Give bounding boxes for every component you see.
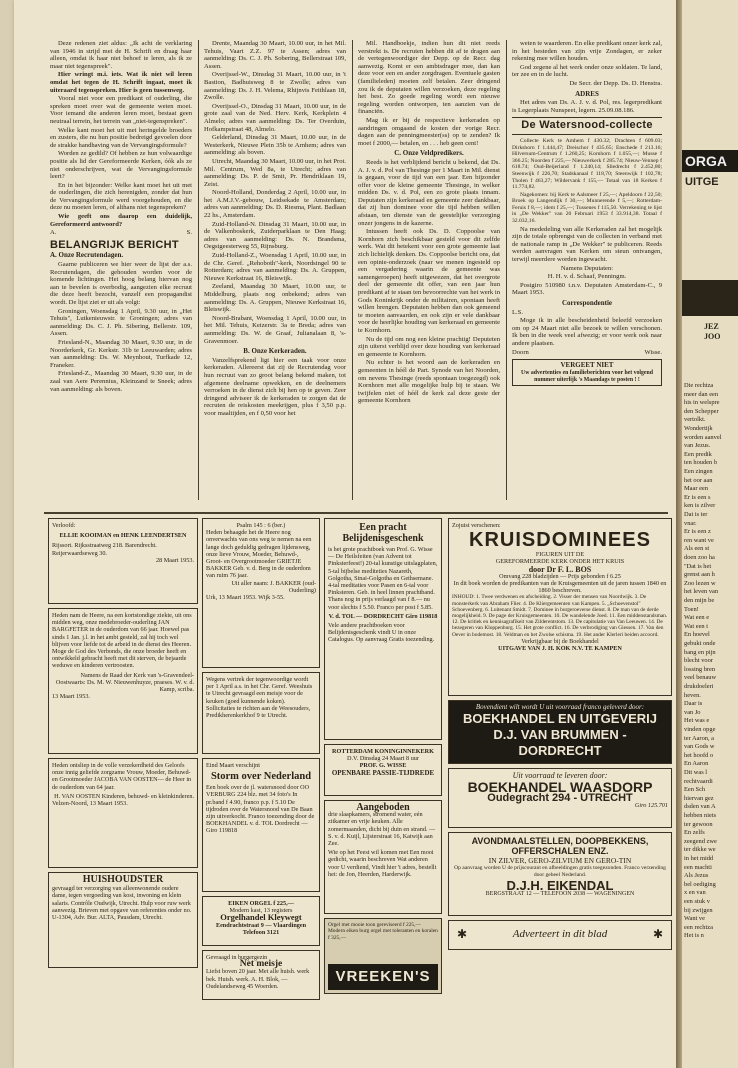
verloofd-names: ELLIE KOOIMAN en HENK LEENDERTSEN — [59, 532, 187, 540]
vergeet-text: Uw advertenties en familieberichten voor het volgend nummer uiterlijk 's Maandags te posten ! ! — [521, 369, 653, 383]
wa-title: BOEKHANDEL WAASDORP — [467, 779, 653, 796]
aangeboden-ad — [324, 800, 442, 914]
body-paragraph: Nu de tijd om nog een kleine prachtig! Deputeten zijn uiterst verblijd over deze houding van kerkeraad en gemeente te Kornhorn. — [358, 335, 500, 358]
next-page-line: Als een st — [684, 545, 710, 553]
psalm-text: Heden behaagde het de Heere nog onverwachts van ons weg te nemen na een lange doch geduldig gedragen lijdensweg, onze lieve Vrouw, Moeder, Behuwd-, Groot- en Overgrootmoeder GRIETJE BAKKER Geb. v. d. Berg in de ouderdom van ruim 76 jaar. — [206, 529, 312, 580]
death-text: Heden ontsliep in de volle verzekerdheid des Geloofs onze innig geliefde zorgzame Vrouw, Moeder, Behuwd- en Grootmoeder JACOBA VAN OOSTEN— de Heer in de ouderdom van 64 jaar. — [52, 762, 192, 791]
psalm-notice — [202, 518, 320, 668]
death-notice-1 — [48, 608, 198, 754]
next-page-line: vertolkt. — [684, 416, 706, 424]
body-paragraph: Nu echter is het woord aan de kerkeraden en gemeenten in héél de Part. Synode van het Noorden, om nevens Thesinge (reeds spontaan toegezegd) ook Kornhorn met alle mogelijke hulp bij te staan. We twijfelen niet of héél de kerk zal deze geste der gemeente Kornhorn — [358, 359, 500, 405]
next-page-line: hiervan gez — [684, 794, 714, 802]
meisje-title: Net meisje — [239, 959, 283, 970]
recruten-paragraph: Noord-Brabant, Woensdag 1 April, 10.00 uur, in het Mil. Tehuis, Keizerstr. 3a te Breda; adres van aanmelding: Ds. W. de Graaf, Julianalaan 8, 's-Gravenmoer. — [204, 314, 346, 345]
intro-paragraph: Wie geeft ons daarop een duidelijk, Gereformeerd antwoord? — [50, 213, 192, 228]
next-page-line: grenst aan h — [684, 571, 715, 579]
beli-lib: V. d. TOL — DORDRECHT Giro 119818 — [328, 612, 438, 620]
next-page-line: het hoofd o — [684, 751, 714, 759]
kr-sub: FIGUREN UIT DE — [535, 551, 585, 559]
next-page-line: blecht voor — [684, 657, 713, 665]
orgel-head: EIKEN ORGEL f 225,— — [228, 900, 294, 907]
column-rule — [198, 40, 199, 500]
next-page-line: van Gods w — [684, 743, 715, 751]
beli-title: Een pracht Belijdenisgeschenk — [342, 522, 424, 544]
death-notice-2 — [48, 758, 198, 868]
next-page-line: Want ve — [684, 915, 705, 923]
verloofd-date: 28 Maart 1953. — [156, 556, 194, 564]
next-page-line: Het was e — [684, 717, 710, 725]
kr-sub2: GEREFORMEERDE KERK ONDER HET KRUIS — [495, 558, 625, 566]
orgel-ad — [202, 896, 320, 946]
death-sign: Namens de Raad der Kerk van 's-Gravendeel-Oostwaarts: Ds. M. W. Nieuwenhuyze, praeses. W. v. d. Kamp, scriba. — [55, 671, 194, 694]
next-banner-2: UITGE — [685, 176, 719, 188]
column-rule — [506, 40, 507, 500]
death-sign: H. VAN OOSTEN Kinderen, behuwd- en kleinkinderen. — [54, 792, 194, 800]
recruten-paragraph: Zuid-Holland-Z., Woensdag 1 April, 10.00 uur, in de Chr. Geref. „Rehoboth"-kerk, Noordsingel 90 te Rotterdam; adres van aanmelding: Ds. A. Gruppen, Nieuwe Kerkstraat 16, Bleiswijk. — [204, 252, 346, 282]
subheading-a: A. Onze Recrutendagen. — [50, 251, 124, 260]
next-page-line: Zoo lezen w — [684, 579, 716, 587]
corr-ls: L.S. — [512, 308, 523, 316]
corr-heading: Correspondentie — [561, 299, 613, 307]
kr-price: Omvang 228 bladzijden — Prijs gebonden f 6.25 — [499, 572, 621, 580]
next-page-line: van Jo — [684, 708, 701, 716]
verloofd-head: Verloofd: — [52, 522, 76, 529]
namens-label: Namens Deputaten: — [560, 264, 614, 272]
next-banner-1: ORGA — [682, 150, 738, 172]
next-page-line: meer dan een — [684, 390, 719, 398]
next-page-line: Die rechtza — [684, 382, 714, 389]
next-page-line: in het midd — [684, 855, 714, 862]
collecte-extra: Nagekomen: bij Kerk te Aalsmeer f 25,—; Apeldoorn f 22,50; Broek op Langendijk f 30,—; Munnerende f 5,—; Rotterdam-Feruis f 8,—; idem f 25,—; Tussenes f 115,50. Verrekening te lijst in „De Wekker" van 20 Februari 1953 f 33.914,38. Totaal f 32.032,16. — [512, 191, 662, 225]
rot-prof: PROF. G. WISSE — [359, 762, 407, 770]
body-paragraph: Mil. Handboekje, indien hun dit niet reeds verstrekt is. De recruten hebben dit af te dragen aan de vertegenwoordiger der Depp. op de Recr. dag aanwezig. Komt er een ambtsdrager mee, dan kan deze voor een en ander zorgdragen. Eventuele gasten (familieleden) moeten zelf betalen. Zeer dringend zou ik de deputaten willen verzoeken, deze regeling het best. Zo goede regeling wordt een nieuwe regeling worden ontworpen, ten aanzien van de financiën. — [358, 40, 500, 116]
storm-text: Een boek over de jl. watersnood door OO VERBURG 224 blz. met 34 foto's In pr.band f 4.90, franco p.p. f 5.10 De tijdroden over de Watersnood van De Baan zijn uitverkocht. Franco toezending door de BOEKHANDEL v. d. TOL Dordrecht — Giro 119818 — [206, 784, 315, 835]
next-page-line: zeegend zwe — [684, 837, 717, 845]
recruten-paragraph: Zuid-Holland-N. Dinsdag 31 Maart, 10.00 uur, in de Valkenboskerk, Zuiderparklaan te Den Haag; adres van aanmelding: Ds. N. Brandsma, Oegstgeesterweg 55, Rijnsburg. — [204, 220, 346, 251]
orgel-title: Orgelhandel Kleywegt — [220, 912, 302, 923]
intro-paragraph: En in het bijzonder: Welke kant moet het uit met de ouderlingen, die zich herenigden, zonder dat hun de Vervangingsformule werd voorgehouden, en die deze nu moeten leren, of althans niet tegenspreken? — [50, 181, 192, 212]
recruten-paragraph: Overijssel-W., Dinsdag 31 Maart, 10.00 uur, in 't Bastion, Badhuisweg 8 te Zwolle; adres van aanmelding: Ds. J. H. Velema, Rhijnvis Feithlaan 18, Zwolle. — [204, 71, 346, 102]
giro-text: Postgiro 510980 t.n.v. Deputaten Amsterdam-C., 9 Maart 1953. — [512, 281, 662, 297]
next-page-line: Er is een s — [684, 493, 711, 501]
rot-date: D.V. Dinsdag 24 Maart 8 uur — [347, 755, 419, 763]
recruten-paragraph: Utrecht, Maandag 30 Maart, 10.00 uur, in het Prot. Mil. Centrum, Wed 8a, te Utrecht; adres van aanmelding: Ds. P. de Smit, Pr. Hendriklaan 19, Zeist. — [204, 157, 346, 188]
next-page-line: Dat is ter — [684, 511, 708, 518]
next-page-line: een machti — [684, 863, 712, 871]
recruten-paragraph: Overijssel-O., Dinsdag 31 Maart, 10.00 uur, in de grote zaal van de Ned. Herv. Kerk, Kerkplein 4 Almelo; adres van aanmelding: Ds. Ter Overduin, Hofkampstraat 48, Almelo. — [204, 102, 346, 133]
next-page-line: een stuk v — [684, 898, 710, 905]
av-text: Op aanvraag worden U de prijscourant en afbeeldingen gratis toegezonden. Franco verzending door geheel Nederland. — [454, 865, 666, 879]
death-date: Velzen-Noord, 13 Maart 1953. — [52, 800, 128, 808]
next-page-line: veel benauw — [684, 674, 717, 682]
wa-address: Oudegracht 294 - UTRECHT — [487, 792, 633, 805]
death-text: Heden nam de Heere, na een kortstondige ziekte, uit ons midden weg, onze medebroeder-ouderling JAN BARGFETER in de ouderdom van 66 jaar. Hoewel pas sinds 1 Jan. j.l. in het ambt gesteld, zal hij toch wel blijven voor liefde tot de arbeid in de dienst des Heeren. Moge de God des Verbonds, die onze broeder heeft en ontwikkeld gebracht heeft met dit sterven, de bejaarde weduwe en kinderen vertroosten. — [52, 612, 192, 670]
av-name: D.J.H. EIKENDAL — [506, 877, 614, 893]
aang-text: drie slaapkamers, stromend water, eén zitkamer en vrije keuken. Alle zomermaanden, dicht bij duin en strand. — S. v. d. Kuijl, Lijsterstraat 16, Katwijk aan Zee. — [328, 811, 436, 848]
recruten-paragraph: Friesland-Z., Maandag 30 Maart, 9.30 uur, in de zaal van Aere Perennius, Kleinzand te Sneek; adres van aanmelding: als boven. — [50, 370, 192, 393]
av-address: BERGSTRAAT 12 — TELEFOON 2038 — WAGENINGEN — [485, 890, 635, 897]
next-page-line: ten houden b — [684, 459, 718, 467]
star-icon: ✱ — [457, 927, 468, 942]
next-page-line: den mijn be — [684, 597, 715, 604]
meisje-ad — [202, 950, 320, 1000]
meisje-pre: Gevraagd in burgergezin — [206, 954, 268, 961]
column-rule — [352, 40, 353, 500]
next-page-line: bij zwijgen — [684, 906, 713, 914]
recruten-paragraph: Noord-Holland, Donderdag 2 April, 10.00 uur, in het A.M.J.V.-gebouw, Leidsekade te Amsterdam; adres van aanmelding: Ds. D. Riesma, Plant. Badlaan 22 hs., Amsterdam. — [204, 189, 346, 220]
next-page-line: Wat een t — [684, 622, 708, 630]
next-page-line: drukdoeleri — [684, 683, 714, 690]
storm-title: Storm over Nederland — [210, 771, 312, 783]
next-page-image — [682, 280, 738, 316]
next-page-line: rechtvaardi — [684, 777, 713, 785]
next-page-line: een rechtza — [684, 923, 713, 931]
wa-pre: Uit voorraad te leveren door: — [512, 771, 608, 780]
next-page-line: vnar. — [684, 519, 697, 527]
newspaper-page — [14, 0, 678, 1068]
subheading-b: B. Onze Kerkeraden. — [243, 347, 307, 356]
signoff-right: S. — [186, 229, 192, 237]
collecte-list: Collecte Kerk te Amhem f 430.32; Drachten f 609.03; Dirkshorn f 1.444,47; Dreischor f 435.65; Enschede f 213.16; Hilversum-Centrum f 1.260,25; Kornhorn f 1.055,—; Musse f 366.25; Noorden f 225,— Nieuwerkerk f 285.74; Nieuw-Vennep f 618.74; Oud-Beijerland f 1.240,14; Sliedrecht f 2.452,80; Steenwijk f 226,70; Stadskanaal f 118,70; Steenwijk f 102,78; Tholen f 463,27; Wildervank f 155,— Totaal van 18 Kerken f 11.774,82. — [512, 137, 662, 191]
vreek-brand: VREEKEN'S — [335, 968, 431, 986]
verloofd-address: Rijssort. Rijksstraatweg 218. Barendrecht. Reijerwaardseweg 30. — [52, 542, 157, 557]
section-title: BELANGRIJK BERICHT — [50, 238, 179, 251]
next-heading-1: JEZ — [704, 322, 719, 331]
next-page-line: ter gewoon — [684, 820, 713, 828]
kr-ver: Verkrijgbaar bij de Boekhandel — [521, 637, 599, 645]
rotterdam-ad — [324, 744, 442, 796]
column-4 — [512, 40, 662, 510]
secretary-sign: De Secr. der Depp. Ds. D. Henstra. — [569, 79, 662, 87]
intro-paragraph: Hier wringt m.i. iets. Wat ik niet wil leren omdat het tegen de H. Schrift ingaat, moet ik uiteraard tegenspreken. Hier is geen tussenweg. — [50, 71, 192, 94]
body-paragraph: Mag ik er bij de respectieve kerkeraden op aandringen omgaand de kosten der vorige Recr. dagen aan de penningmeester(ss) op te zenden? Ik moet f 2000,— betalen, en . . . heb geen cent! — [358, 116, 500, 147]
verloofd-ad — [48, 518, 198, 604]
meisje-text: Liefst boven 20 jaar. Met alle huish. werk bek. Huish. werk. A. H. Blok, — Oudelandseweg 45 Woerden. — [206, 968, 310, 990]
next-page-line: Maar een — [684, 485, 708, 493]
next-page-edge — [682, 0, 738, 1068]
next-page-line: x en van — [684, 889, 706, 897]
corr-text: Moge ik in alle bescheidenheid beleefd verzoeken om op 24 Maart niet alle bezoek te willen verschonen. Ik ben in die week veel afwezig; er voor werk ook naar andere plaatsen. — [512, 317, 662, 347]
death-date: 13 Maart 1953. — [52, 693, 90, 701]
orgel-address: Eendrachtstraat 9 — Vlaardingen Telefoon 3121 — [215, 921, 307, 936]
kerk-paragraph: Vanzelfsprekend ligt hier een taak voor onze kerkeraden. Allereerst dat zij de Recrutendag voor hun recruut van zo groot belang bekend maken, tot afgemene deelname opwekken, en de deelnemers verroeken in de dienst zich bij hen op te geven. Zeer dringend adviseer ik de kerkeraden te zorgen dat de recruten de reiskosten meekrijgen, plus f 3,50 p.p. voor maaltijden, en f 0,50 voor het — [204, 356, 346, 417]
namens-name: H. H. v. d. Schaaf, Penningm. — [547, 273, 627, 281]
adres-heading: ADRES — [575, 89, 599, 98]
recruten-paragraph: Gelderland, Dinsdag 31 Maart, 10.00 uur, in de Westerkerk, Nieuwe Plein 35b te Arnhem; adres van aanmelding: als boven. — [204, 134, 346, 157]
next-page-line: den Schepper — [684, 407, 719, 415]
recruten-paragraph: Groningen, Woensdag 1 April, 9.30 uur, in „Het Tehuis", Lutkenieuwstr. te Groningen; adres van aanmelding: Ds. C. J. Ph. Sibering, Bellerstr. 109, Assen. — [50, 307, 192, 338]
waasdorp-ad — [448, 768, 672, 828]
next-page-line: bang en pijn — [684, 648, 716, 656]
next-page-line: En zelfs — [684, 829, 705, 837]
next-page-line: Als Jezus — [684, 872, 709, 880]
collecte-title: De Watersnood-collecte — [521, 119, 653, 132]
next-page-line: van Jezus. — [684, 442, 711, 450]
intro-paragraph: Welke kant moet het uit met heringelde broeders en zusters, die nu hun positie bedreigd gevoelen door de strakke handhaving van de Vervangingsformule? — [50, 126, 192, 149]
column-1 — [50, 40, 192, 500]
huishoudster-ad — [48, 872, 198, 968]
column-2 — [204, 40, 346, 500]
collecte-note: Na mededeling van alle Kerkeraden zal het mogelijk zijn de totale opbrengst van de collecten in verband met de nationale ramp in „De Wekker" te publiceren. Reeds werden aanvragen van Kerken om steun ontvangen, terwijl meerdere worden ingewacht. — [512, 225, 662, 264]
next-page-line: his in welspre — [684, 399, 720, 407]
body-paragraph: Intussen heeft ook Ds. D. Coppoolse van Kornhorn zich beschikbaar gesteld voor dit zelfde werk. Wat dit betekent voor een grote gemeente laat zich lichtelijk denken. Ds. Coppoolse bericht ons, dat een opinie-onderzoek (naar we menen ingesteld op een vergadering waarin de gemeente was samengeroepen) heeft uitgewezen, dat het overgrote deel der gemeente dit offer, van een jaar hun predikant af te staan ten bevoorrechte van het werk in Gods Koninkrijk onder de militairen, spontaan heeft willen brengen. Deputaten hebben dan ook gemeend te moeten aanvaarden, en ook zijn er vele dankbaar voor de heerlijke houding van kerkeraad en gemeente te Kornhorn. — [358, 228, 500, 334]
bb-script: Bovendient wilt wordt U uit voorraad franco geleverd door: — [475, 703, 645, 711]
next-page-line: ter Aaron, a — [684, 734, 714, 742]
adres-text: Het adres van Ds. A. J. v. d. Pol, res. legerpredikant is Legerplaats Nunspeet, legern. 25.09.08.186. — [512, 99, 662, 114]
signoff: A. — [50, 229, 57, 237]
next-page-line: Er is een z — [684, 528, 711, 536]
intro-paragraph: Vooral niet voor een predikant of ouderling, die spreken moet over wat de gemeente weten moet. Voor iemand die anderen leren moet, bestaat geen neutraal terrein, het terrein van „niet-tegenspreken". — [50, 95, 192, 125]
huis-text: gevraagd ter verzorging van alleenwonende oudere dame, tegen vergoeding van kost, inwoning en klein salaris. Contrôle Oudwijk, Utrecht. Hulp voor ruw werk aanwezig. Brieven met opgave van referenties onder no. U-1304, Adv. Bur. ALTA, Pausdam, Utrecht. — [52, 885, 192, 922]
next-page-line: Wat een e — [684, 614, 710, 622]
bb-title-1: BOEKHANDEL EN UITGEVERIJ — [462, 711, 658, 727]
next-page-line: ken is zilver — [684, 502, 716, 510]
next-page-line: Een predik — [684, 450, 712, 458]
psalm-head: Psalm 145 : 6 (ber.) — [236, 522, 286, 529]
advertise-banner — [448, 920, 672, 950]
brummen-ad — [448, 700, 672, 764]
body-paragraph: weten te waarderen. En elke predikant onzer kerk zal, in het besteden van zijn vrije Zondagen, er zeker rekening mee willen houden. — [512, 40, 662, 63]
recruten-paragraph: Zeeland, Maandag 30 Maart, 10.00 uur, te Middelburg, plaats nog onbekend; adres van aanmelding: Ds. A. Gruppen, Nieuwe Kerkstraat 16, Bleiswijk. — [204, 283, 346, 314]
next-page-line: lossing bren — [684, 665, 716, 673]
keuken-text: Wegens vertrek der tegenwoordige wordt per 1 April a.s. in het Chr. Geref. Weeshuis te Utrecht gevraagd een meisje voor de keuken (goed kunnende koken). Sollicitaties te richten aan de Weesouders, Predikherenkerkhof 9 te Utrecht. — [206, 676, 313, 720]
column-3 — [358, 40, 500, 500]
next-page-line: En hoevel — [684, 631, 710, 639]
kr-author: door Dr F. L. BOS — [528, 564, 592, 574]
corr-sign: Wisse. — [644, 348, 662, 356]
next-page-line: doen zoo ha — [684, 554, 715, 561]
section-divider — [44, 512, 668, 514]
next-page-line: Een zingen — [684, 468, 713, 475]
next-page-line: Daar is — [684, 700, 703, 708]
recruten-paragraph: Friesland-N., Maandag 30 Maart, 9.30 uur, in de Noorderkerk, Gr. Kerkstr. 31b te Leeuwarden; adres van aanmelding: Ds. W. Meynhout, Turfkade 12, Franeker. — [50, 338, 192, 369]
next-page-line: Een Sch — [684, 786, 706, 794]
next-heading-2: JOO — [704, 332, 721, 341]
av-title: AVONDMAALSTELLEN, DOOPBEKKENS, OFFERSCHALEN ENZ. — [471, 836, 649, 856]
kr-contents: INHOUD: 1. Twee verdwenen en afscheiding. 2. Visser der mensen van Noordwijk. 3. De monsterkerk van Abraham Flier. 4. De Kliergemeenten van Kampen. 5. „Schoevenstol" Schoevenberg. 6. Luitenant Smidt. 7. Dominee in burgeroeverse dienst. 8. De man van de derde mogelijkheid. 9. De page der Kruisgemeenten. 10. De wandelende Joed. 11. Een middenstandsman. 12. De kritiek en kennisagrafikeit van Zilderentstom. 13. De capitulatie van Van Leeuwen. 14. De bezegeren van Kloppenburg. 15. Het grote conflict. 16. De verbrodiging van Giessen. 17. Van den Oever in bodemost. 18. Veldman en het Zwolse schisma. 19. Het ander Klerleri beiden accoord. — [452, 594, 668, 638]
next-page-line: Wondertijk — [684, 425, 713, 432]
eikendal-ad — [448, 832, 672, 916]
next-page-line: hebben niets — [684, 812, 717, 819]
next-page-line: Dit was l — [684, 769, 708, 776]
keuken-ad — [202, 672, 320, 754]
bb-title-2: D.J. VAN BRUMMEN - DORDRECHT — [493, 727, 627, 759]
kruisdominees-ad — [448, 518, 672, 696]
beli-text: is het grote prachtboek van Prof. G. Wisse — De Heilsfeiten (van Advent tot Pinksterfeest!) 20-tal kunstige uitslagplaten, 5-tal bijbelse mediteties Nazareth, Golgotha, Sinai-Golgotha en Gethsemane. 4-tal meditaties voor Pasen en 6-tal voor Pinksteren. Geb. in heel linnen prachtband. Thans nog in prijs verlaagd van f 8.— nu voor slechts f 5.50. Franco per post f 5.85. — [328, 546, 438, 611]
storm-pre: Eind Maart verschijnt — [206, 762, 260, 769]
rot-head: ROTTERDAM KONINGINNEKERK — [332, 748, 434, 755]
orgel-sub: Modern kast, 13 registers — [229, 907, 293, 915]
next-page-line: En Aaron — [684, 760, 709, 768]
wa-giro: Giro 125.701 — [634, 802, 668, 810]
next-page-line: dsden van A — [684, 803, 716, 811]
kr-pub: UITGAVE VAN J. H. KOK N.V. TE KAMPEN — [498, 645, 622, 653]
next-page-line: Toen! — [684, 605, 699, 613]
next-page-line: ren want ve — [684, 536, 714, 544]
intro-paragraph: Deze redenen ziet aldus: „Ik acht de verklaring van 1946 in strijd met de H. Schrift en draag haar alleen, omdat ik haar niet behoef te leren, als ik ze maar niet tegenspreek". — [50, 40, 192, 70]
next-page-line: het leven van — [684, 588, 719, 596]
next-page-line: ter dikke we — [684, 846, 716, 854]
next-page-line: vinden opge — [684, 726, 716, 733]
psalm-place: Urk, 13 Maart 1953. Wijk 3-55. — [206, 594, 285, 602]
recruten-paragraph: Gaarne publiceren we hier weer de lijst der a.s. Recrutendagen, die gehouden worden voor de komende lichtingen. Het hoog belang hiervan nog aan te bevelen is overbodig, aangezien elke recruut die deze heeft bezocht, vanzelf een propagandist wordt. De lijst ziet er uit als volgt: — [50, 261, 192, 306]
vreekens-ad — [324, 918, 442, 994]
recruten-paragraph: Drente, Maandag 30 Maart, 10.00 uur, in het Mil. Tehuis, Vaart Z.Z. 97 te Assen; adres van aanmelding: Ds. C. J. Ph. Sobering, Bellerstraat 109, Assen. — [204, 40, 346, 70]
next-page-line: bel oediging — [684, 880, 716, 888]
next-page-line: het oor aan — [684, 476, 713, 484]
storm-ad — [202, 758, 320, 892]
huis-title: HUISHOUDSTER — [82, 874, 164, 885]
psalm-sign: Uit aller naam: J. BAKKER (oud-Ouderling) — [231, 579, 316, 594]
vergeet-title: VERGEET NIET — [560, 361, 614, 370]
aang-title: Aangeboden — [356, 802, 410, 813]
next-page-line: heven. — [684, 691, 701, 699]
body-paragraph: God zegene al het werk onder onze soldaten. Te land, ter zee en in de lucht. — [512, 63, 662, 79]
next-page-line: "Dat is het — [684, 562, 712, 570]
zojuist-label: Zojuist verschenen: — [452, 522, 501, 529]
av-sub: IN ZILVER, GERO-ZILVIUM EN GERO-TIN — [488, 856, 632, 865]
star-icon: ✱ — [652, 927, 663, 942]
kr-text: In dit boek worden de predikanten van de Kruisgemeenten uit de jaren tussen 1840 en 1860 beschreven. — [453, 580, 667, 595]
next-page-line: worden aanvel — [684, 433, 722, 441]
body-paragraph: Reeds is het verblijdend bericht u bekend, dat Ds. A. J. v. d. Pol van Thesinge per 1 Maart in Mil. dienst is gegaan, voor de tijd van een jaar. Een bijzonder offer voor de kleine gemeente Thesinge, in welker midden Ds. v. d. Pol, een zo grote plaats innam. Deputaten zijn kerkeraad en gemeente zeer dankbaar, dat zij hun dominee voor die tijd hebben willen afstaan, ten dienste van de geestelijke verzorging onzer jongens in de kazerne. — [358, 158, 500, 227]
aang-more: Wie op het Feest wil komen met Een mooi gedicht, waarin beschreven Wat anderen voor U verdiend, Vindt hier 't adres, bestellt het: de Jon, Heerden, Harderwijk. — [328, 849, 437, 878]
belijdenis-ad — [324, 518, 442, 740]
corr-place: Doorn — [512, 348, 529, 356]
next-page-line: Het is n — [684, 932, 704, 940]
beli-more: Vele andere prachtboeken voor Belijdenisgeschenk vindt U in onze Catalogus. Op aanvraag Gratis toezending. — [328, 622, 435, 644]
rot-title: OPENBARE PASSIE-TIJDREDE — [331, 768, 435, 777]
subheading-c: C. Onze Veldpredikers. — [394, 149, 464, 158]
advert-text: Adverteert in dit blad — [512, 928, 608, 941]
kr-title: KRUISDOMINEES — [469, 529, 651, 552]
vreek-text: Orgel met mooie toon gereviseerd f 225,— Modern eiken burg orgel met toleranten en koralen f 325,— — [328, 922, 438, 941]
intro-paragraph: Worden ze gedild? Of hebben ze hun volwaardige positie als lid der Gereformeerde Kerken, óók als ze niet onderschrijven, wat de Vervangingsformule leert? — [50, 150, 192, 181]
next-page-line: gebukt onde — [684, 640, 716, 647]
